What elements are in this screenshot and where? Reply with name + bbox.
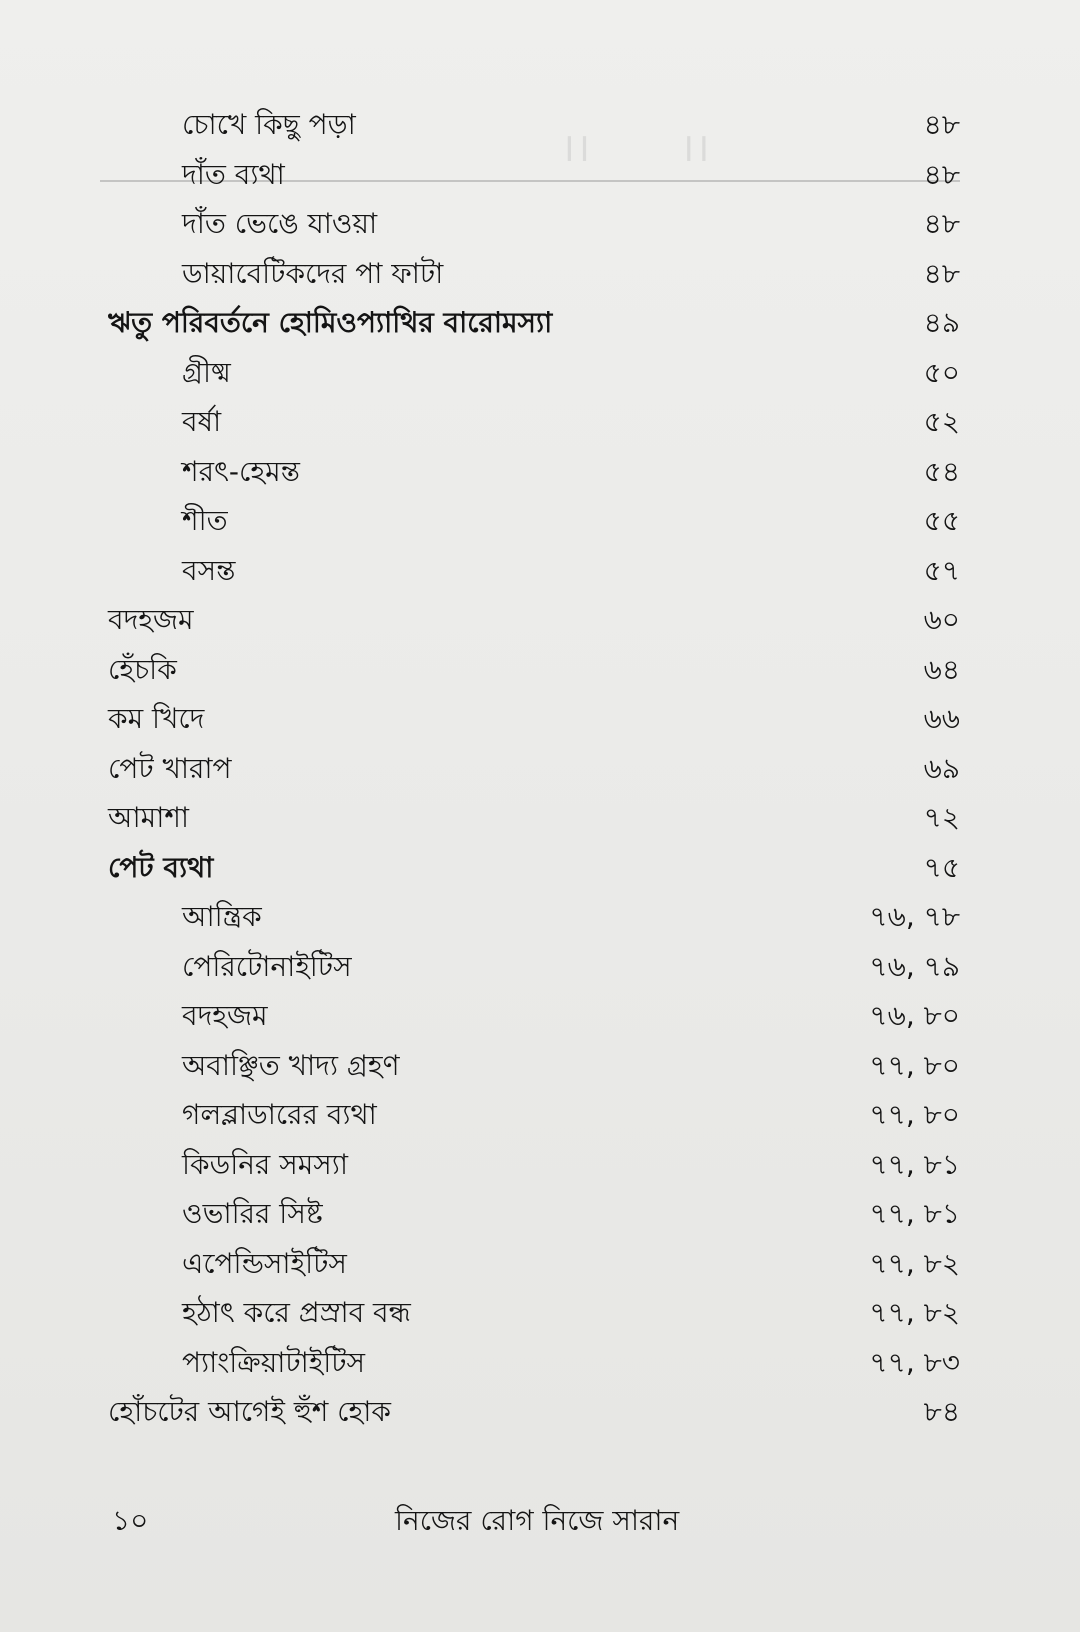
toc-entry xyxy=(0,843,1080,893)
show-through-ghost: ।। ।। xyxy=(560,125,710,171)
toc-entry-title: শরৎ-হেমন্ত xyxy=(182,454,300,488)
toc-entry-title: পেট খারাপ xyxy=(108,751,232,785)
toc-entry xyxy=(0,150,1080,200)
toc-entry-title: হেঁচকি xyxy=(108,652,177,686)
toc-entry-title: এপেন্ডিসাইটিস xyxy=(182,1246,347,1280)
toc-entry-title: গলব্লাডারের ব্যথা xyxy=(182,1098,377,1131)
toc-entry-pages: ৫৭ xyxy=(923,553,960,587)
toc-entry xyxy=(0,199,1080,249)
toc-entry-title: আন্ত্রিক xyxy=(182,900,262,933)
toc-entry-title: প্যাংক্রিয়াটাইটিস xyxy=(182,1345,366,1379)
toc-entry xyxy=(0,447,1080,497)
toc-entry xyxy=(0,397,1080,447)
toc-entry-title: পেট ব্যথা xyxy=(108,850,214,884)
toc-entry xyxy=(0,942,1080,992)
toc-entry xyxy=(0,1338,1080,1388)
toc-entry xyxy=(0,1140,1080,1190)
toc-entry-title: বর্ষা xyxy=(182,405,222,438)
toc-entry-title: চোখে কিছু পড়া xyxy=(182,108,356,141)
toc-entry xyxy=(0,645,1080,695)
toc-entry-pages: ৬০ xyxy=(923,603,960,636)
toc-entry-pages: ৮৪ xyxy=(923,1395,960,1428)
toc-entry xyxy=(0,249,1080,299)
toc-entry-pages: ৭৭, ৮১ xyxy=(869,1147,960,1181)
toc-entry-pages: ৭৭, ৮০ xyxy=(869,1098,960,1131)
toc-entry xyxy=(0,100,1080,150)
toc-entry-title: বদহজম xyxy=(108,603,194,636)
toc-entry-title: দাঁত ব্যথা xyxy=(182,157,285,191)
toc-entry-title: বসন্ত xyxy=(182,553,236,587)
toc-entry xyxy=(0,694,1080,744)
toc-entry-title: হোঁচটের আগেই হুঁশ হোক xyxy=(108,1395,391,1428)
toc-entry xyxy=(0,546,1080,596)
toc-entry-pages: ৪৮ xyxy=(923,108,960,141)
toc-entry-pages: ৫৫ xyxy=(923,504,960,537)
toc-entry-pages: ৭২ xyxy=(923,801,960,834)
toc-entry-title: ডায়াবেটিকদের পা ফাটা xyxy=(182,256,444,290)
toc-entry-pages: ৭৭, ৮০ xyxy=(869,1048,960,1082)
toc-entry xyxy=(0,298,1080,348)
toc-entry xyxy=(0,793,1080,843)
toc-entry xyxy=(0,1288,1080,1338)
toc-entry-pages: ৭৭, ৮২ xyxy=(869,1296,960,1329)
toc-entry-title: বদহজম xyxy=(182,999,268,1032)
toc-entry xyxy=(0,1189,1080,1239)
toc-entry-pages: ৪৮ xyxy=(923,207,960,240)
toc-entry xyxy=(0,496,1080,546)
running-book-title: নিজের রোগ নিজে সারান xyxy=(395,1504,680,1537)
toc-entry-title: ওভারির সিষ্ট xyxy=(182,1197,323,1230)
toc-entry-pages: ৬৪ xyxy=(923,652,960,686)
toc-entry-pages: ৭৬, ৮০ xyxy=(869,999,960,1032)
toc-entry-title: পেরিটোনাইটিস xyxy=(182,949,352,983)
toc-entry-pages: ৭৬, ৭৯ xyxy=(869,949,960,983)
toc-entry xyxy=(0,1041,1080,1091)
toc-entry-pages: ৭৭, ৮১ xyxy=(869,1197,960,1230)
toc-entry-pages: ৫০ xyxy=(923,355,960,389)
toc-entry-title: দাঁত ভেঙে যাওয়া xyxy=(182,207,378,240)
toc-entry-title: হঠাৎ করে প্রস্রাব বন্ধ xyxy=(182,1296,411,1329)
toc-entry-title: অবাঞ্ছিত খাদ্য গ্রহণ xyxy=(182,1048,400,1082)
toc-entry-pages: ৬৬ xyxy=(923,702,960,735)
toc-entry-title: কিডনির সমস্যা xyxy=(182,1147,349,1181)
toc-entry-title: ঋতু পরিবর্তনে হোমিওপ্যাথির বারোমস্যা xyxy=(108,306,553,339)
page-number: ১০ xyxy=(112,1504,149,1537)
toc-entry-pages: ৪৯ xyxy=(923,306,960,339)
toc-entry-pages: ৭৭, ৮২ xyxy=(869,1246,960,1280)
toc-entry-pages: ৪৮ xyxy=(923,256,960,290)
toc-entry-title: গ্রীষ্ম xyxy=(182,355,231,389)
toc-entry-pages: ৭৫ xyxy=(923,850,960,884)
toc-entry xyxy=(0,892,1080,942)
toc-entry-pages: ৫৪ xyxy=(923,454,960,488)
toc-entry-pages: ৫২ xyxy=(923,405,960,438)
toc-entry-title: শীত xyxy=(182,504,228,537)
toc-entry xyxy=(0,348,1080,398)
toc-entry xyxy=(0,595,1080,645)
toc-entry-title: আমাশা xyxy=(108,801,190,834)
toc-entry xyxy=(0,1239,1080,1289)
toc-entry xyxy=(0,991,1080,1041)
page-footer xyxy=(0,1496,1080,1546)
toc-entry xyxy=(0,1090,1080,1140)
toc-entry-pages: ৭৬, ৭৮ xyxy=(869,900,960,933)
toc-entry-pages: ৬৯ xyxy=(923,751,960,785)
toc-entry xyxy=(0,744,1080,794)
toc-entry-pages: ৪৮ xyxy=(923,157,960,191)
toc-entry-pages: ৭৭, ৮৩ xyxy=(869,1345,960,1379)
toc-entry xyxy=(0,1387,1080,1437)
toc-entry-title: কম খিদে xyxy=(108,702,205,735)
